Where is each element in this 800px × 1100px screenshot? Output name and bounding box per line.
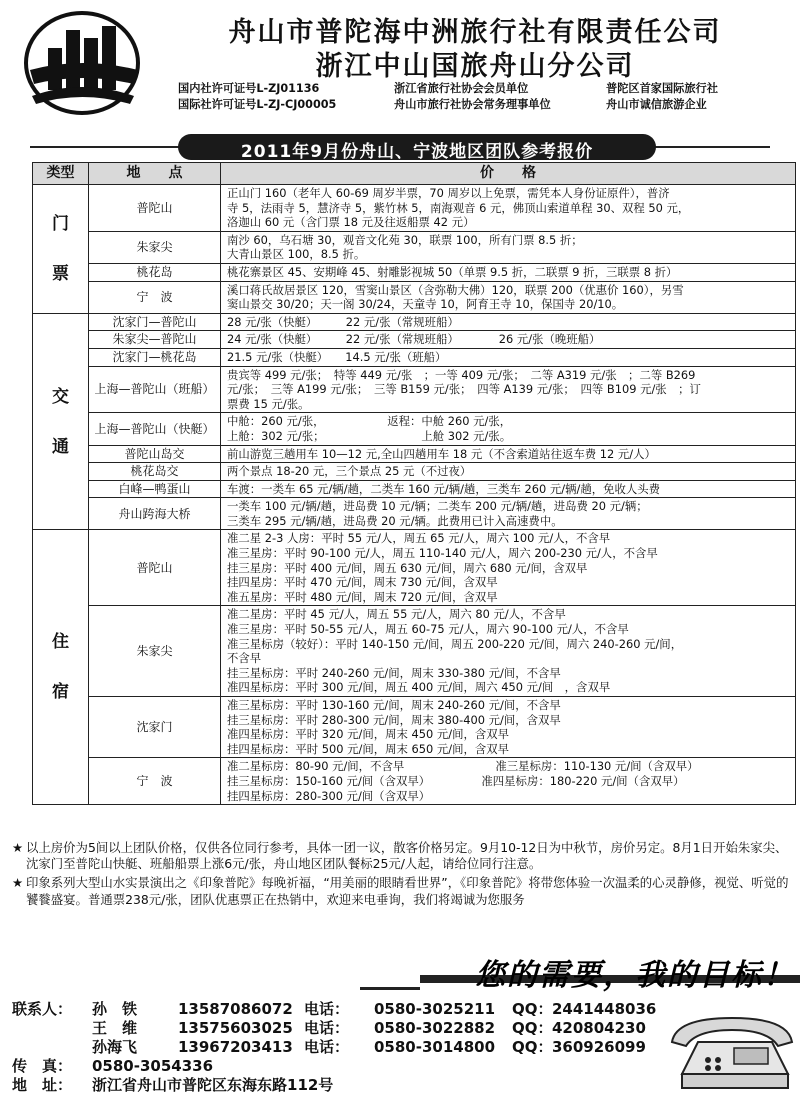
contact-qq: 2441448036 [552,1000,657,1018]
note-text: 印象系列大型山水实景演出之《印象普陀》每晚祈福，“用美丽的眼睛看世界”，《印象普陀》将带您体验一次温柔的心灵静修，视觉、听觉的饕餮盛宴。普通票238元/张，团队优惠票正在热销中，欢迎来电垂询，我们将竭诚为您服务 [26,875,789,907]
note-text: 以上房价为5间以上团队价格，仅供各位同行参考，具体一团一议，散客价格另定。9月10-12日为中秋节，房价另定。8月1日开始朱家尖、沈家门至普陀山快艇、班船船票上涨6元/张，舟山地区团队餐标25元/人起，请给位同行注意。 [26,840,788,872]
table-row [33,313,796,331]
price-cell [221,366,796,413]
price-line: 大青山景区 100，8.5 折。 [227,247,366,262]
place-cell: 朱家尖 [89,606,221,697]
license-row-2 [178,96,800,112]
section-type-char: 交 [52,386,69,407]
price-line: 挂三星标房：平时 240-260 元/间，周末 330-380 元/间，不含早 [227,665,561,680]
price-cell [221,185,796,232]
table-row [33,185,796,232]
place-cell: 朱家尖—普陀山 [89,331,221,349]
star-icon: ★ [12,875,24,891]
price-cell [221,348,796,366]
price-line: 不含早 [227,651,262,666]
section-type-char: 门 [52,213,69,234]
contact-name: 孙海飞 [92,1038,138,1056]
section-type-gap [33,235,88,263]
table-body [33,185,796,805]
price-cell [221,263,796,281]
notes [12,840,792,911]
section-type-char: 宿 [52,682,69,703]
section-type-char: 通 [52,436,69,457]
place-cell: 普陀山 [89,185,221,232]
price-line: 上舱：302 元/张； 上舱 302 元/张。 [227,428,512,443]
contacts [12,1000,712,1095]
contact-tel: 0580-3025211 [374,1000,496,1018]
section-type-char: 票 [52,263,69,284]
price-line: 挂三星标房：150-160 元/间（含双早） 准四星标房：180-220 元/间（含双早） [227,773,685,788]
price-cell [221,231,796,263]
price-line: 准三星标房：平时 130-160 元/间，周末 240-260 元/间，不含早 [227,698,561,712]
place-cell: 桃花岛 [89,263,221,281]
contact-tel: 0580-3014800 [374,1038,496,1056]
price-cell [221,281,796,313]
price-line: 24 元/张（快艇） 22 元/张（常规班船） 26 元/张（晚班船） [227,332,601,347]
license-item: 国际社许可证号L-ZJ-CJ00005 [178,98,337,111]
place-cell: 上海—普陀山（快艇） [89,413,221,445]
price-cell [221,606,796,697]
price-cell [221,331,796,349]
price-line: 贵宾等 499 元/张； 特等 449 元/张 ；一等 409 元/张； 二等 A319 元/张 ；二等 B269 [227,367,696,382]
contact-name: 孙 铁 [92,1000,138,1018]
address-text: 浙江省舟山市普陀区东海东路112号 [92,1076,334,1094]
note-item [12,840,792,872]
license-item: 国内社许可证号L-ZJ01136 [178,82,320,95]
table-row [33,498,796,530]
place-cell: 普陀山岛交 [89,445,221,463]
table-row [33,331,796,349]
table-row [33,697,796,758]
company-name-primary: 舟山市普陀海中洲旅行社有限责任公司 [228,17,722,48]
star-icon: ★ [12,840,24,855]
price-line: 准四星标房：平时 320 元/间，周末 450 元/间，含双早 [227,727,510,742]
address-row [12,1076,712,1095]
price-line: 车渡：一类车 65 元/辆/趟，二类车 160 元/辆/趟，三类车 260 元/辆/趟，免收人头费 [227,481,661,496]
price-line: 溪口蒋氏故居景区 120，雪窦山景区（含弥勒大佛）120，联票 200（优惠价 160），另雪 [227,282,684,297]
contact-row [12,1000,712,1019]
price-line: 桃花寨景区 45、安期峰 45、射雕影视城 50（单票 9.5 折，二联票 9 折，三联票 8 折） [227,264,678,279]
price-line: 准二星标房：80-90 元/间，不含早 准三星标房：110-130 元/间（含双早） [227,759,699,774]
price-cell [221,445,796,463]
price-line: 两个景点 18-20 元，三个景点 25 元（不过夜） [227,464,472,479]
price-cell [221,313,796,331]
header [0,0,800,128]
address-label: 地 址： [12,1076,73,1094]
section-type-cell [33,185,89,314]
qq-label: QQ： [512,1038,553,1056]
price-line: 寺 5，法雨寺 5，慧济寺 5，紫竹林 5，南海观音 6 元，佛顶山索道单程 30、双程 50 元， [227,200,690,215]
table-row [33,480,796,498]
table-row [33,231,796,263]
header-place: 地 点 [89,163,221,185]
price-line: 南沙 60，乌石塘 30，观音文化苑 30，联票 100，所有门票 8.5 折； [227,232,583,247]
place-cell: 宁 波 [89,281,221,313]
place-cell: 舟山跨海大桥 [89,498,221,530]
license-item: 舟山市旅行社协会常务理事单位 [394,98,551,111]
price-cell [221,697,796,758]
company-name-secondary: 浙江中山国旅舟山分公司 [315,51,635,82]
price-line: 前山游览三趟用车 10—12 元,全山四趟用车 18 元（不含索道站往返车费 12 元/人） [227,446,656,461]
company-logo-icon [22,8,144,118]
table-row [33,606,796,697]
slogan: 您的需要，我的目标！ [475,958,795,993]
price-line: 中舱：260 元/张， 返程：中舱 260 元/张， [227,414,512,429]
contact-qq: 360926099 [552,1038,646,1056]
price-cell [221,480,796,498]
place-cell: 上海—普陀山（班船） [89,366,221,413]
contact-tel: 0580-3022882 [374,1019,496,1037]
telephone-icon [668,1012,796,1096]
contact-mobile: 13967203413 [178,1038,293,1056]
price-line: 挂四星标房：280-300 元/间（含双早） [227,788,431,803]
fax-row [12,1057,712,1076]
title-banner [178,134,656,160]
price-line: 票费 15 元/张。 [227,396,310,411]
contact-qq: 420804230 [552,1019,646,1037]
price-cell [221,413,796,445]
price-line: 挂四星标房：平时 500 元/间，周末 650 元/间，含双早 [227,741,510,756]
price-line: 挂四星房：平时 470 元/间，周末 730 元/间，含双早 [227,575,498,590]
table-header-row [33,163,796,185]
table-row [33,445,796,463]
price-cell [221,758,796,805]
price-line: 准四星标房：平时 300 元/间，周五 400 元/间，周六 450 元/间 ，含双早 [227,680,611,695]
license-row-1 [178,80,800,96]
price-line: 正山门 160（老年人 60-69 周岁半票，70 周岁以上免票，需凭本人身份证原件），普济 [227,186,670,200]
table-row [33,758,796,805]
section-type-gap [33,653,88,681]
place-cell: 沈家门 [89,697,221,758]
contact-label: 联系人： [12,1000,73,1018]
tel-label: 电话： [304,1038,350,1056]
price-line: 准三星标房（较好）：平时 140-150 元/间，周五 200-220 元/间，周六 240-260 元/间， [227,636,683,651]
price-line: 元/张； 三等 A199 元/张； 三等 B159 元/张； 四等 A139 元/张； 四等 B109 元/张 ；订 [227,382,701,397]
price-line: 准二星房：平时 45 元/人，周五 55 元/人，周六 80 元/人，不含早 [227,607,566,622]
place-cell: 普陀山 [89,530,221,606]
fax-number: 0580-3054336 [92,1057,214,1075]
contact-mobile: 13575603025 [178,1019,293,1037]
place-cell: 朱家尖 [89,231,221,263]
price-line: 28 元/张（快艇） 22 元/张（常规班船） [227,314,459,329]
price-table [32,162,796,805]
license-item: 舟山市诚信旅游企业 [606,98,707,111]
qq-label: QQ： [512,1000,553,1018]
contact-row [12,1019,712,1038]
price-line: 准二星 2-3 人房：平时 55 元/人，周五 65 元/人，周六 100 元/人，不含早 [227,531,611,546]
price-cell [221,463,796,481]
price-line: 挂三星标房：平时 280-300 元/间，周末 380-400 元/间，含双早 [227,712,561,727]
header-type: 类型 [33,163,89,185]
price-line: 三类车 295 元/辆/趟，进岛费 20 元/辆。此费用已计入高速费中。 [227,513,563,528]
table-row [33,530,796,606]
license-item: 浙江省旅行社协会会员单位 [394,82,529,95]
contact-row [12,1038,712,1057]
price-line: 窦山景交 30/20；天一阁 30/24，天童寺 10，阿育王寺 10，保国寺 20/10。 [227,297,624,312]
table-row [33,263,796,281]
price-line: 洛迦山 60 元（含门票 18 元及往返船票 42 元） [227,215,475,230]
section-type-gap [33,408,88,436]
qq-label: QQ： [512,1019,553,1037]
contact-mobile: 13587086072 [178,1000,293,1018]
section-type-char: 住 [52,632,69,653]
table-row [33,348,796,366]
table-row [33,463,796,481]
license-item: 普陀区首家国际旅行社 [606,82,718,95]
fax-label: 传 真： [12,1057,73,1075]
section-type-cell [33,530,89,805]
price-cell [221,530,796,606]
contact-name: 王 维 [92,1019,138,1037]
price-line: 一类车 100 元/辆/趟，进岛费 10 元/辆；二类车 200 元/辆/趟，进岛费 20 元/辆； [227,499,648,514]
price-line: 挂三星房：平时 400 元/间，周五 630 元/间，周六 680 元/间，含双早 [227,560,588,575]
table-row [33,281,796,313]
place-cell: 宁 波 [89,758,221,805]
place-cell: 桃花岛交 [89,463,221,481]
tel-label: 电话： [304,1000,350,1018]
header-price: 价 格 [221,163,796,185]
tel-label: 电话： [304,1019,350,1037]
place-cell: 沈家门—普陀山 [89,313,221,331]
price-line: 21.5 元/张（快艇） 14.5 元/张（班船） [227,349,447,364]
price-line: 准五星房：平时 480 元/间，周末 720 元/间，含双早 [227,589,498,604]
place-cell: 白峰—鸭蛋山 [89,480,221,498]
price-line: 准三星房：平时 90-100 元/人，周五 110-140 元/人，周六 200-230 元/人，不含早 [227,546,658,561]
section-type-cell [33,313,89,530]
table-row [33,366,796,413]
price-line: 准三星房：平时 50-55 元/人，周五 60-75 元/人，周六 90-100 元/人，不含早 [227,622,629,637]
note-item [12,875,792,907]
table-row [33,413,796,445]
price-cell [221,498,796,530]
place-cell: 沈家门—桃花岛 [89,348,221,366]
page-title: 2011年9月份舟山、宁波地区团队参考报价 [240,142,594,162]
